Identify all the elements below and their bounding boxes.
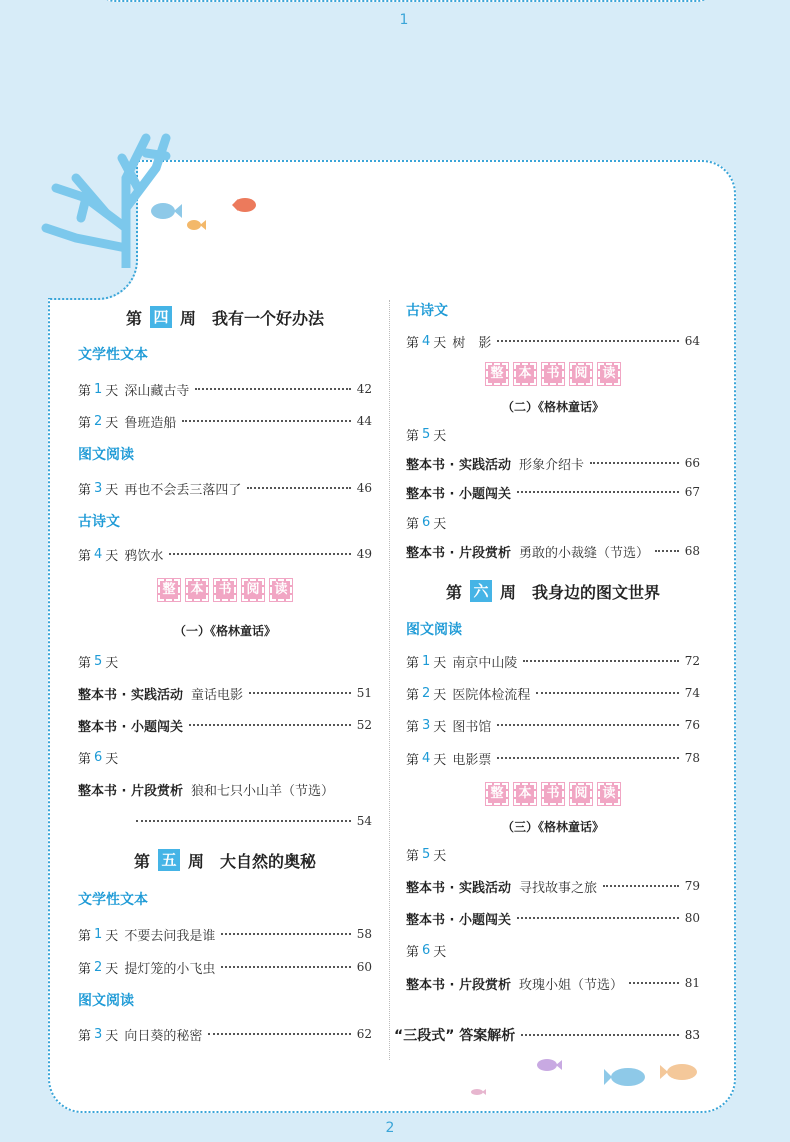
entry-title: 再也不会丢三落四了: [124, 482, 242, 498]
leader-dots: [249, 692, 351, 694]
day-number: 3: [422, 717, 431, 733]
page-ref: 83: [684, 1028, 700, 1042]
banner-char: 阅: [242, 579, 264, 601]
entry-title: 鸦饮水: [124, 548, 164, 564]
week-title: 我有一个好办法: [212, 308, 325, 328]
page-ref: 72: [684, 654, 700, 668]
day-number: 5: [422, 846, 431, 862]
day-label: 第: [78, 1028, 92, 1044]
previous-page-card-edge: [100, 0, 712, 2]
toc-entry[interactable]: [78, 378, 372, 400]
section-heading: 图文阅读: [406, 622, 462, 638]
week-number-box: 六: [470, 580, 492, 602]
day-label: 天: [433, 428, 447, 444]
whole-book-reading-banner: [406, 783, 700, 805]
week-number-box: 五: [158, 849, 180, 871]
leader-dots: [195, 388, 350, 390]
entry-label: 整本书 · 片段赏析: [406, 977, 511, 993]
entry-title: 不要去问我是谁: [124, 928, 216, 944]
week-prefix: 第: [445, 582, 462, 602]
toc-entry[interactable]: [406, 907, 700, 929]
leader-dots: [655, 550, 679, 552]
page-ref: 62: [356, 1027, 372, 1041]
fish-icon: [186, 218, 206, 232]
leader-dots: [189, 724, 351, 726]
day-label: 天: [433, 944, 447, 960]
entry-label: 整本书 · 实践活动: [406, 457, 511, 473]
leader-dots: [517, 917, 679, 919]
day-label: 天: [433, 335, 447, 351]
section-heading: 古诗文: [78, 514, 120, 530]
day-number: 1: [422, 653, 431, 669]
entry-label: 整本书 · 小题闯关: [78, 719, 183, 735]
toc-entry[interactable]: [78, 923, 372, 945]
day-label: 第: [406, 428, 420, 444]
toc-entry[interactable]: [78, 682, 372, 704]
entry-title: 电影票: [452, 752, 492, 768]
day-number: 3: [94, 1026, 103, 1042]
leader-dots: [629, 982, 679, 984]
section-heading: 文学性文本: [78, 892, 148, 908]
entry-title: 童话电影: [191, 687, 244, 703]
page-number-bottom: 2: [385, 1120, 395, 1136]
section-heading: 图文阅读: [78, 447, 134, 463]
day-number: 1: [94, 926, 103, 942]
day-number: 6: [94, 749, 103, 765]
whole-book-reading-banner: [406, 363, 700, 385]
banner-char: 阅: [570, 783, 592, 805]
day-label: 天: [433, 848, 447, 864]
leader-dots: [221, 933, 350, 935]
day-row: [78, 746, 372, 768]
toc-entry[interactable]: [78, 410, 372, 432]
day-number: 2: [94, 413, 103, 429]
toc-entry[interactable]: [406, 682, 700, 704]
day-label: 第: [78, 482, 92, 498]
page-ref: 64: [684, 334, 700, 348]
entry-title: 鲁班造船: [124, 415, 177, 431]
week-prefix: 第: [125, 308, 142, 328]
leader-dots: [523, 660, 678, 662]
day-label: 天: [433, 752, 447, 768]
day-label: 天: [433, 719, 447, 735]
day-label: 第: [78, 961, 92, 977]
page-ref: 42: [356, 382, 372, 396]
leader-dots: [169, 553, 350, 555]
page-ref: 67: [684, 485, 700, 499]
day-label: 第: [406, 655, 420, 671]
day-label: 第: [406, 687, 420, 703]
week-suffix: 周: [499, 582, 516, 602]
entry-label: “三段式” 答案解析: [394, 1028, 516, 1044]
day-label: 第: [78, 751, 92, 767]
entry-title: 提灯笼的小飞虫: [124, 961, 216, 977]
entry-label: 整本书 · 实践活动: [78, 687, 183, 703]
answer-key-entry[interactable]: [394, 1023, 700, 1047]
page-ref: 80: [684, 911, 700, 925]
day-number: 6: [422, 942, 431, 958]
leader-dots: [517, 491, 679, 493]
toc-entry-continuation[interactable]: [78, 810, 372, 832]
week-suffix: 周: [179, 308, 196, 328]
entry-title: 图书馆: [452, 719, 492, 735]
banner-char: 阅: [570, 363, 592, 385]
leader-dots: [208, 1033, 350, 1035]
day-label: 天: [105, 482, 119, 498]
toc-entry[interactable]: [406, 330, 700, 352]
page-ref: 46: [356, 481, 372, 495]
day-number: 6: [422, 514, 431, 530]
page-ref: 52: [356, 718, 372, 732]
toc-entry[interactable]: [406, 481, 700, 503]
fish-icon: [150, 200, 182, 222]
section-heading: 古诗文: [406, 303, 448, 319]
banner-char: 书: [542, 783, 564, 805]
toc-entry[interactable]: [406, 650, 700, 672]
page-ref: 58: [356, 927, 372, 941]
page-ref: 66: [684, 456, 700, 470]
leader-dots: [247, 487, 350, 489]
page-ref: 44: [356, 414, 372, 428]
week-title: 我身边的图文世界: [532, 582, 661, 602]
banner-char: 书: [542, 363, 564, 385]
day-label: 第: [78, 928, 92, 944]
whole-book-reading-banner: [78, 579, 372, 601]
day-label: 天: [105, 961, 119, 977]
day-label: 第: [406, 335, 420, 351]
toc-entry[interactable]: [406, 972, 700, 994]
page-ref: 54: [356, 814, 372, 828]
day-label: 第: [406, 944, 420, 960]
entry-title: 南京中山陵: [452, 655, 518, 671]
fish-icon: [470, 1088, 486, 1096]
leader-dots: [603, 885, 679, 887]
toc-entry[interactable]: [406, 452, 700, 474]
banner-char: 本: [514, 363, 536, 385]
leader-dots: [521, 1034, 678, 1036]
day-number: 4: [422, 333, 431, 349]
day-row: [406, 939, 700, 961]
week-title: 大自然的奥秘: [220, 851, 317, 871]
leader-dots: [221, 966, 350, 968]
toc-entry[interactable]: [78, 477, 372, 499]
entry-title: 寻找故事之旅: [519, 880, 598, 896]
day-label: 天: [433, 655, 447, 671]
day-row: [406, 843, 700, 865]
day-label: 第: [78, 383, 92, 399]
week-heading: [406, 576, 700, 606]
toc-entry[interactable]: [406, 875, 700, 897]
toc-entry[interactable]: [406, 714, 700, 736]
day-label: 天: [105, 548, 119, 564]
week-prefix: 第: [133, 851, 150, 871]
leader-dots: [182, 420, 350, 422]
page-ref: 81: [684, 976, 700, 990]
week-heading: [78, 845, 372, 875]
entry-label: 整本书 · 实践活动: [406, 880, 511, 896]
leader-dots: [497, 724, 678, 726]
banner-char: 读: [598, 363, 620, 385]
day-label: 第: [406, 719, 420, 735]
day-label: 第: [78, 548, 92, 564]
leader-dots: [590, 462, 679, 464]
page-ref: 78: [684, 751, 700, 765]
toc-entry[interactable]: [78, 778, 372, 800]
day-label: 第: [406, 752, 420, 768]
banner-char: 读: [270, 579, 292, 601]
day-label: 天: [105, 928, 119, 944]
book-title: （三）《格林童话》: [501, 820, 604, 834]
week-heading: [78, 302, 372, 332]
fish-icon: [660, 1062, 700, 1082]
day-label: 第: [78, 415, 92, 431]
column-divider: [389, 300, 390, 1060]
entry-title: 医院体检流程: [452, 687, 531, 703]
page-ref: 79: [684, 879, 700, 893]
entry-label: 整本书 · 片段赏析: [78, 783, 183, 799]
banner-char: 整: [486, 363, 508, 385]
day-number: 2: [94, 959, 103, 975]
entry-label: 整本书 · 片段赏析: [406, 545, 511, 561]
entry-title: 向日葵的秘密: [124, 1028, 203, 1044]
entry-title: 勇敢的小裁缝（节选）: [519, 545, 650, 561]
leader-dots: [536, 692, 678, 694]
entry-title: 狼和七只小山羊（节选）: [191, 783, 335, 799]
entry-title: 深山藏古寺: [124, 383, 190, 399]
banner-char: 书: [214, 579, 236, 601]
day-number: 5: [422, 426, 431, 442]
day-number: 4: [422, 750, 431, 766]
banner-char: 本: [186, 579, 208, 601]
day-number: 5: [94, 653, 103, 669]
banner-char: 读: [598, 783, 620, 805]
page-ref: 49: [356, 547, 372, 561]
page-ref: 60: [356, 960, 372, 974]
fish-icon: [232, 196, 260, 214]
day-number: 2: [422, 685, 431, 701]
day-number: 1: [94, 381, 103, 397]
section-heading: 文学性文本: [78, 347, 148, 363]
day-label: 第: [406, 516, 420, 532]
banner-char: 整: [158, 579, 180, 601]
day-label: 天: [105, 383, 119, 399]
toc-entry[interactable]: [78, 543, 372, 565]
toc-entry[interactable]: [78, 714, 372, 736]
book-title: （一）《格林童话》: [173, 624, 276, 638]
day-label: 天: [433, 687, 447, 703]
week-number-box: 四: [150, 306, 172, 328]
toc-entry[interactable]: [406, 540, 700, 562]
day-number: 4: [94, 546, 103, 562]
leader-dots: [497, 757, 678, 759]
day-label: 天: [105, 655, 119, 671]
day-label: 天: [105, 1028, 119, 1044]
entry-title: 树 影: [452, 335, 492, 351]
toc-entry[interactable]: [406, 747, 700, 769]
week-suffix: 周: [187, 851, 204, 871]
day-label: 第: [406, 848, 420, 864]
day-number: 3: [94, 480, 103, 496]
section-heading: 图文阅读: [78, 993, 134, 1009]
book-title: （二）《格林童话》: [501, 400, 604, 414]
day-label: 天: [105, 415, 119, 431]
day-row: [406, 511, 700, 533]
leader-dots: [136, 820, 351, 822]
entry-title: 玫瑰小姐（节选）: [519, 977, 624, 993]
page-ref: 51: [356, 686, 372, 700]
day-row: [78, 650, 372, 672]
entry-label: 整本书 · 小题闯关: [406, 912, 511, 928]
page-ref: 76: [684, 718, 700, 732]
toc-entry[interactable]: [78, 956, 372, 978]
fish-icon: [604, 1066, 648, 1088]
banner-char: 本: [514, 783, 536, 805]
day-label: 天: [105, 751, 119, 767]
toc-entry[interactable]: [78, 1023, 372, 1045]
page-ref: 74: [684, 686, 700, 700]
coral-illustration: [26, 118, 186, 268]
leader-dots: [497, 340, 678, 342]
entry-title: 形象介绍卡: [519, 457, 585, 473]
day-label: 天: [433, 516, 447, 532]
fish-icon: [536, 1058, 562, 1072]
banner-char: 整: [486, 783, 508, 805]
day-label: 第: [78, 655, 92, 671]
page-ref: 68: [684, 544, 700, 558]
entry-label: 整本书 · 小题闯关: [406, 486, 511, 502]
day-row: [406, 423, 700, 445]
page-number-top: 1: [399, 12, 409, 28]
